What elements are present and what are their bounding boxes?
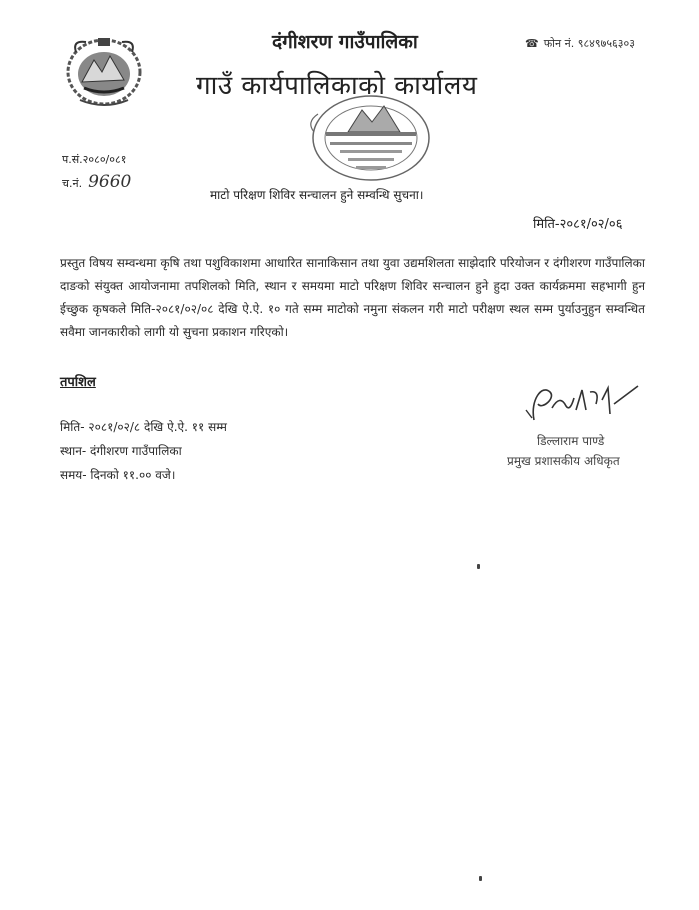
scan-speck [477,564,480,569]
signatory-name: डिल्लाराम पाण्डे [537,434,605,448]
reference-cn [62,172,131,192]
org-name: दंगीशरण गाउँपालिका [272,31,418,53]
reference-ps: प.सं.२०८०/०८१ [62,153,127,166]
reference-cn-label: च.नं. [62,177,83,190]
phone-label: फोन नं. ९८४९७५६३०३ [543,37,635,50]
detail-date: मिति- २०८१/०२/८ देखि ऐ.ऐ. ११ सम्म [60,420,227,434]
scan-speck [479,876,482,881]
letter-body: प्रस्तुत विषय सम्वन्धमा कृषि तथा पशुविकाशमा आधारित सानाकिसान तथा युवा उद्यमशिलता साझेदारि परियोजन र दंगीशरण गाउँपालिका दाङको संयुक्त आयोजनामा तपशिलको मिति, स्थान र समयमा माटो परिक्षण शिविर सन्चालन हुने हुदा उक्त कार्यक्रममा सहभागी हुन ईच्छुक कृषकले मिति-२०८१/०२/०८ देखि ऐ.ऐ. १० गते सम्म माटोको नमुना संकलन गरी माटो परीक्षण स्थल सम्म पुर्याउनुहुन सम्वन्धित सवैमा जानकारीको लागी यो सुचना प्रकाशन गरिएको। [60,256,645,339]
phone-icon: ☎ [525,37,539,50]
office-stamp-icon [296,92,446,190]
detail-time: समय- दिनको ११.०० वजे। [60,468,176,482]
signature-icon [512,380,642,424]
details-heading: तपशिल [60,375,96,390]
reference-cn-number: 9660 [88,172,132,192]
nepal-emblem-icon [62,30,146,110]
detail-place: स्थान- दंगीशरण गाउँपालिका [60,444,182,458]
letter-date: मिति-२०८१/०२/०६ [533,217,623,232]
office-name: गाउँ कार्यपालिकाको कार्यालय [196,71,478,101]
phone-number [525,36,635,51]
subject-line: माटो परिक्षण शिविर सन्चालन हुने सम्वन्धि सुचना। [210,188,424,202]
signatory-title: प्रमुख प्रशासकीय अधिकृत [507,454,620,468]
